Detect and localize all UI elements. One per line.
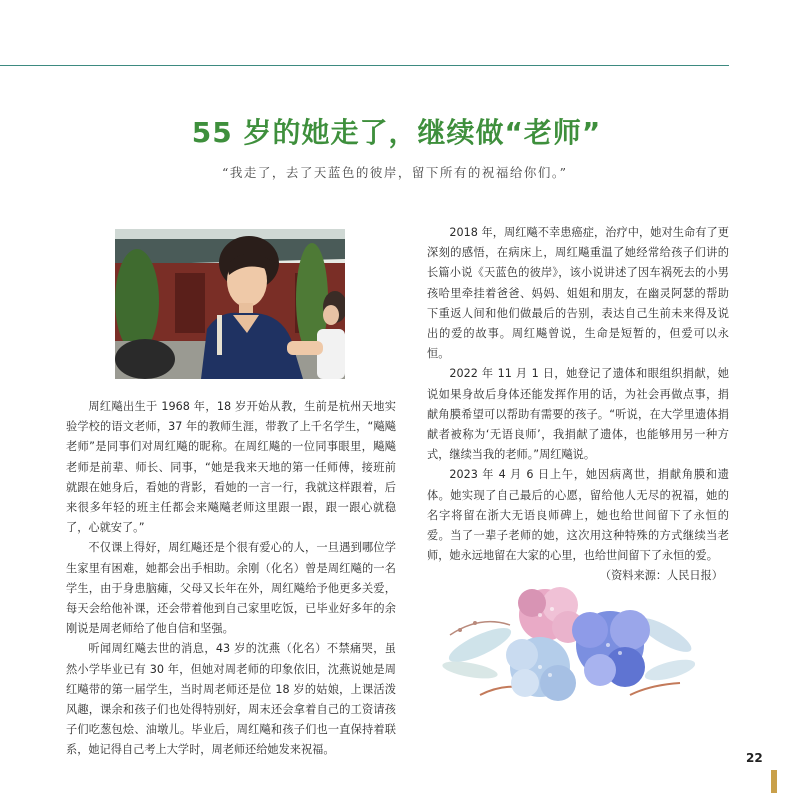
teacher-photo <box>115 229 345 379</box>
accent-bar <box>771 770 777 793</box>
top-rule <box>0 65 729 66</box>
paragraph: 周红飚出生于 1968 年，18 岁开始从教，生前是杭州天地实验学校的语文老师，37 年的教师生涯，带教了上千名学生，“飚飚老师”是同事们对周红飚的昵称。在周红飚的一位同事眼里，飚飚老师是前辈、师长、同事，“她是我来天地的第一任师傅，接班前就跟在她身后，看她的背影，看她的一言一行，我就这样跟着，后来很多年轻的班主任都会来飚飚老师这里跟一跟，跟一跟心就稳了，心就安了。” <box>66 400 396 535</box>
paragraph: 2023 年 4 月 6 日上午，她因病离世，捐献角膜和遗体。她实现了自己最后的心愿，留给他人无尽的祝福，她的名字将留在浙大无语良师碑上，她也给世间留下了永恒的爱。当了一辈子老师的她，这次用这种特殊的方式继续当老师，她永远地留在大家的心里，也给世间留下了永恒的爱。 <box>427 468 729 563</box>
paragraph: 听闻周红飚去世的消息，43 岁的沈燕（化名）不禁痛哭，虽然小学毕业已有 30 年，但她对周老师的印象依旧，沈燕说她是周红飚带的第一届学生，当时周老师还是位 18 岁的姑娘，上课活泼风趣，课余和孩子们也处得特别好，周末还会拿着自己的工资请孩子们吃葱包烩、油墩儿。毕业后，周红飚和孩子们也一直保持着联系，她记得自己考上大学时，周老师还给她发来祝福。 <box>66 642 396 757</box>
source-note: （资料来源：人民日报） <box>599 569 723 583</box>
right-column <box>427 223 729 587</box>
page-number: 22 <box>746 751 763 765</box>
flower-illustration <box>440 575 695 725</box>
left-column <box>66 397 396 761</box>
paragraph: 2022 年 11 月 1 日，她登记了遗体和眼组织捐献，她说如果身故后身体还能发挥作用的话，为社会再做点事，捐献角膜希望可以帮助有需要的孩子。“听说，在大学里遗体捐献者被称为‘无语良师’，我捐献了遗体，也能够用另一种方式，继续当我的老师。”周红飚说。 <box>427 367 729 462</box>
article-title: 55 岁的她走了，继续做“老师” <box>191 116 602 149</box>
article-subtitle: “我走了，去了天蓝色的彼岸，留下所有的祝福给你们。” <box>222 165 568 180</box>
paragraph: 不仅课上得好，周红飚还是个很有爱心的人，一旦遇到哪位学生家里有困难，她都会出手相助。余刚（化名）曾是周红飚的一名学生，由于身患脑瘫，父母又长年在外，周红飚给予他更多关爱，每天会给他补课，还会带着他到自己家里吃饭，已毕业好多年的余刚说是周老师给了他自信和坚强。 <box>66 541 396 636</box>
paragraph: 2018 年，周红飚不幸患癌症，治疗中，她对生命有了更深刻的感悟，在病床上，周红飚重温了她经常给孩子们讲的长篇小说《天蓝色的彼岸》，该小说讲述了因车祸死去的小男孩哈里牵挂着爸爸、妈妈、姐姐和朋友，在幽灵阿瑟的帮助下重返人间和他们做最后的告别，表达自己生前未来得及说出的爱的故事。周红飚曾说，生命是短暂的，但爱可以永恒。 <box>427 226 729 361</box>
